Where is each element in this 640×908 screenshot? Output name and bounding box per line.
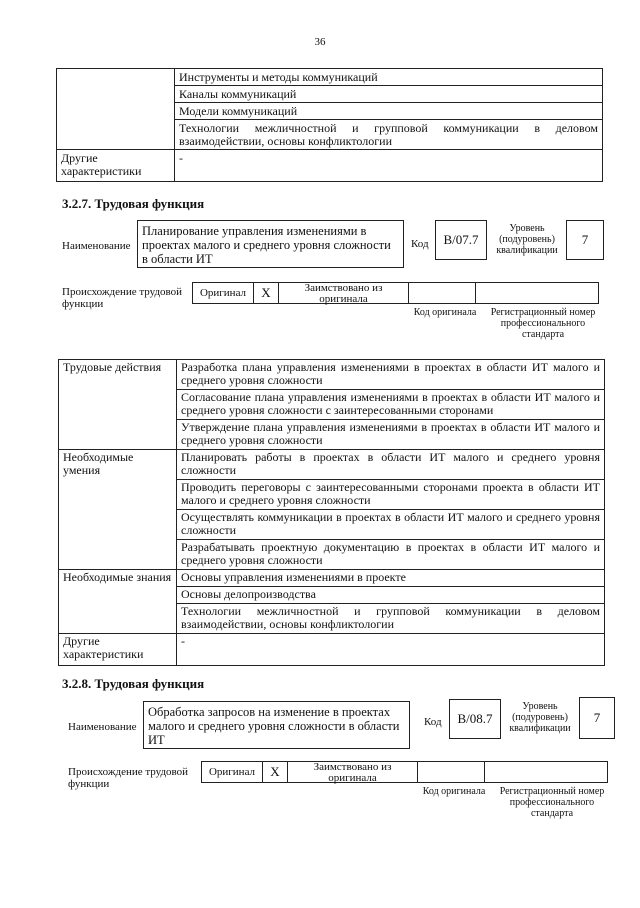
- knowledge-label: Необходимые знания: [59, 570, 177, 634]
- original-label: Оригинал: [192, 282, 254, 304]
- other-value: -: [177, 634, 605, 666]
- other-label: Другие характеристики: [59, 634, 177, 666]
- name-label: Наименование: [62, 240, 131, 252]
- function-code-box: B/08.7: [449, 699, 501, 739]
- origin-label: Происхождение трудовой функции: [68, 766, 189, 790]
- skill-item: Планировать работы в проектах в области ИТ малого и среднего уровня сложности: [177, 450, 605, 480]
- section-title: 3.2.7. Трудовая функция: [62, 196, 205, 211]
- level-label: Уровень (подуровень) квалификации: [496, 223, 558, 256]
- original-mark: X: [262, 761, 288, 783]
- section-title: 3.2.8. Трудовая функция: [62, 676, 205, 691]
- name-label: Наименование: [68, 721, 137, 733]
- level-value-box: 7: [579, 697, 615, 739]
- code-original-label: Код оригинала: [422, 786, 486, 797]
- original-mark: X: [253, 282, 279, 304]
- borrowed-label: Заимствовано из оригинала: [278, 282, 409, 304]
- code-original-cell: [408, 282, 476, 304]
- action-item: Согласование плана управления изменениями в проектах в области ИТ малого и среднего уровня сложности с заинтересованными сторонами: [177, 390, 605, 420]
- code-label: Код: [411, 238, 429, 250]
- level-label: Уровень (подуровень) квалификации: [509, 701, 571, 734]
- prev-knowledge-row: Модели коммуникаций: [175, 103, 603, 120]
- prev-knowledge-row: Инструменты и методы коммуникаций: [175, 69, 603, 86]
- original-label: Оригинал: [201, 761, 263, 783]
- code-original-cell: [417, 761, 485, 783]
- skill-item: Осуществлять коммуникации в проектах в области ИТ малого и среднего уровня сложности: [177, 510, 605, 540]
- origin-row: [193, 282, 599, 304]
- prev-other-value: -: [175, 150, 603, 182]
- prev-knowledge-row: Технологии межличностной и групповой коммуникации в деловом взаимодействии, основы конфликтологии: [175, 120, 603, 150]
- reg-number-cell: [484, 761, 608, 783]
- knowledge-item: Основы управления изменениями в проекте: [177, 570, 605, 587]
- knowledge-item: Основы делопроизводства: [177, 587, 605, 604]
- previous-knowledge-table: [56, 68, 603, 182]
- prev-knowledge-label-cell: [57, 69, 175, 150]
- reg-number-cell: [475, 282, 599, 304]
- level-value-box: 7: [566, 220, 604, 260]
- skill-item: Проводить переговоры с заинтересованными сторонами проекта в области ИТ малого и среднего уровня сложности: [177, 480, 605, 510]
- action-item: Разработка плана управления изменениями в проектах в области ИТ малого и среднего уровня сложности: [177, 360, 605, 390]
- code-label: Код: [424, 716, 442, 728]
- borrowed-label: Заимствовано из оригинала: [287, 761, 418, 783]
- function-code-box: B/07.7: [435, 220, 487, 260]
- action-item: Утверждение плана управления изменениями в проектах в области ИТ малого и среднего уровня сложности: [177, 420, 605, 450]
- skills-label: Необходимые умения: [59, 450, 177, 570]
- reg-number-label: Регистрационный номер профессионального стандарта: [499, 786, 605, 819]
- prev-other-label: Другие характеристики: [57, 150, 175, 182]
- code-original-label: Код оригинала: [413, 307, 477, 318]
- origin-label: Происхождение трудовой функции: [62, 286, 183, 310]
- function-details-table: [58, 359, 605, 666]
- page-number: 36: [314, 36, 326, 48]
- skill-item: Разрабатывать проектную документацию в проектах в области ИТ малого и среднего уровня сложности: [177, 540, 605, 570]
- prev-knowledge-row: Каналы коммуникаций: [175, 86, 603, 103]
- function-name-box: Планирование управления изменениями в проектах малого и среднего уровня сложности в области ИТ: [137, 220, 404, 268]
- function-name-box: Обработка запросов на изменение в проектах малого и среднего уровня сложности в области ИТ: [143, 701, 410, 749]
- reg-number-label: Регистрационный номер профессионального стандарта: [490, 307, 596, 340]
- actions-label: Трудовые действия: [59, 360, 177, 450]
- knowledge-item: Технологии межличностной и групповой коммуникации в деловом взаимодействии, основы конфликтологии: [177, 604, 605, 634]
- origin-row: [202, 761, 608, 783]
